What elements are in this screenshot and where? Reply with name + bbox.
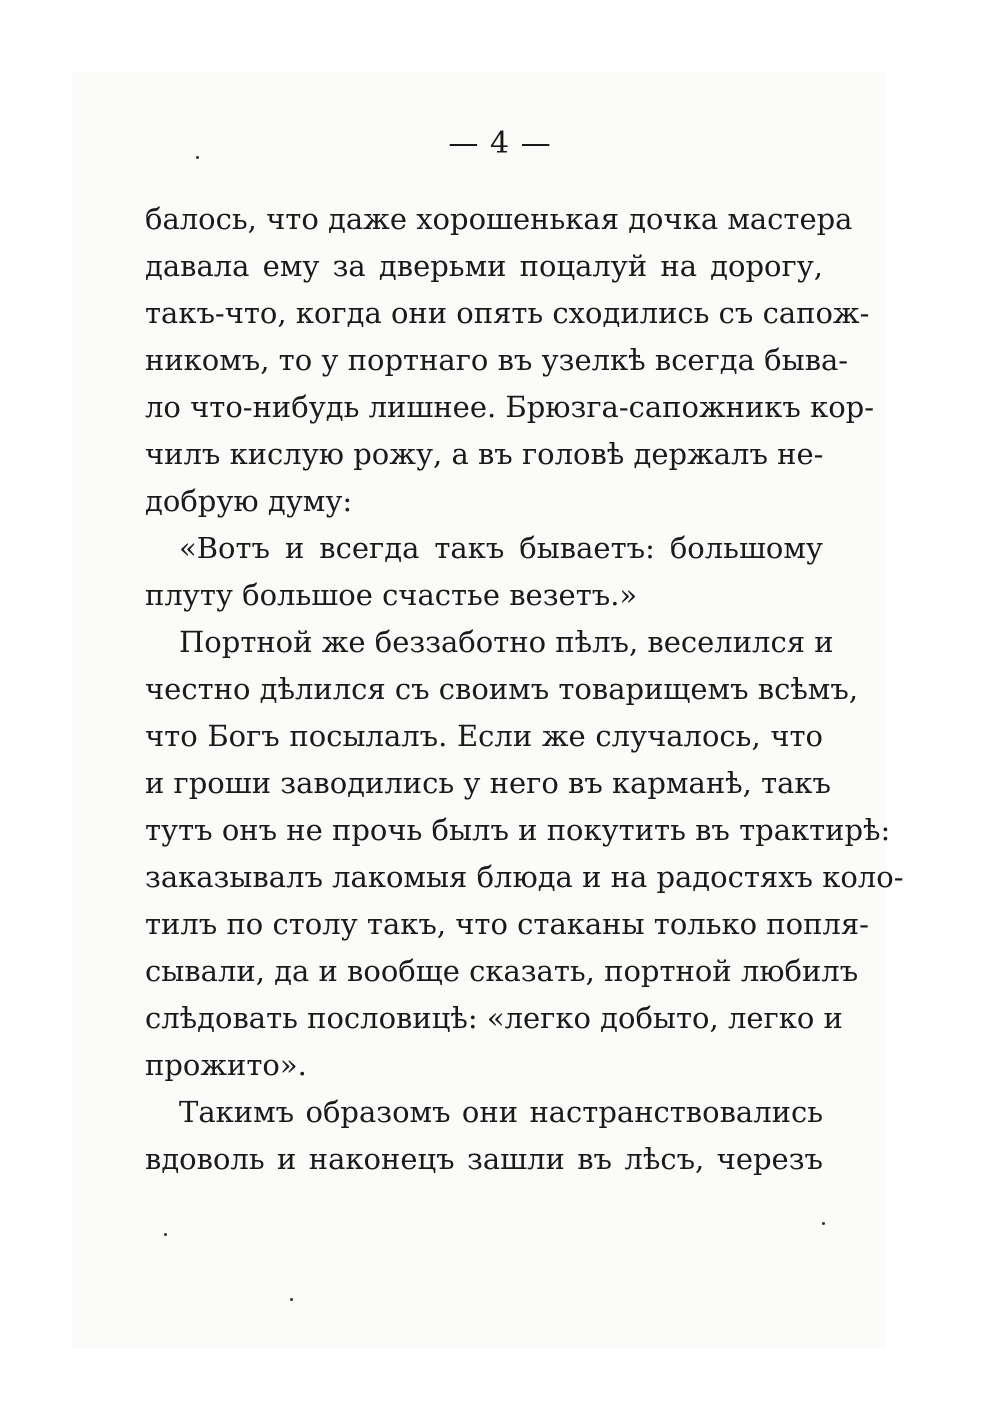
text-line: балось, что даже хорошенькая дочка мастера — [145, 202, 853, 236]
text-line: никомъ, то у портнаго въ узелкѣ всегда быва- — [145, 343, 849, 377]
text-line: чилъ кислую рожу, а въ головѣ держалъ не- — [145, 437, 824, 471]
text-line: заказывалъ лакомыя блюда и на радостяхъ коло- — [145, 860, 904, 894]
paper-speck — [822, 1222, 825, 1225]
paper-speck — [196, 156, 199, 159]
text-line: честно дѣлился съ своимъ товарищемъ всѣмъ, — [145, 672, 859, 706]
text-line: плуту большое счастье везетъ.» — [145, 578, 638, 612]
text-line: слѣдовать пословицѣ: «легко добыто, легко и — [145, 1001, 843, 1035]
text-line: ло что-нибудь лишнее. Брюзга-сапожникъ кор- — [145, 390, 875, 424]
paper-speck — [164, 1233, 167, 1236]
text-line: Такимъ образомъ они настранствовались — [179, 1095, 823, 1129]
text-line: тутъ онъ не прочь былъ и покутить въ трактирѣ: — [145, 813, 891, 847]
text-line: вдоволь и наконецъ зашли въ лѣсъ, черезъ — [145, 1142, 823, 1176]
text-line: прожито». — [145, 1048, 307, 1082]
page-number: — 4 — — [448, 126, 552, 161]
text-line: добрую думу: — [145, 484, 353, 518]
text-line: «Вотъ и всегда такъ бываетъ: большому — [179, 531, 823, 565]
text-line: Портной же беззаботно пѣлъ, веселился и — [179, 625, 834, 659]
text-line: что Богъ посылалъ. Если же случалось, что — [145, 719, 823, 753]
text-line: такъ-что, когда они опять сходились съ сапож- — [145, 296, 870, 330]
paper-speck — [290, 1298, 293, 1301]
body-text — [145, 196, 904, 1183]
text-line: и гроши заводились у него въ карманѣ, такъ — [145, 766, 831, 800]
text-line: сывали, да и вообще сказать, портной любилъ — [145, 954, 859, 988]
text-line: давала ему за дверьми поцалуй на дорогу, — [145, 249, 823, 283]
text-line: тилъ по столу такъ, что стаканы только попля- — [145, 907, 869, 941]
